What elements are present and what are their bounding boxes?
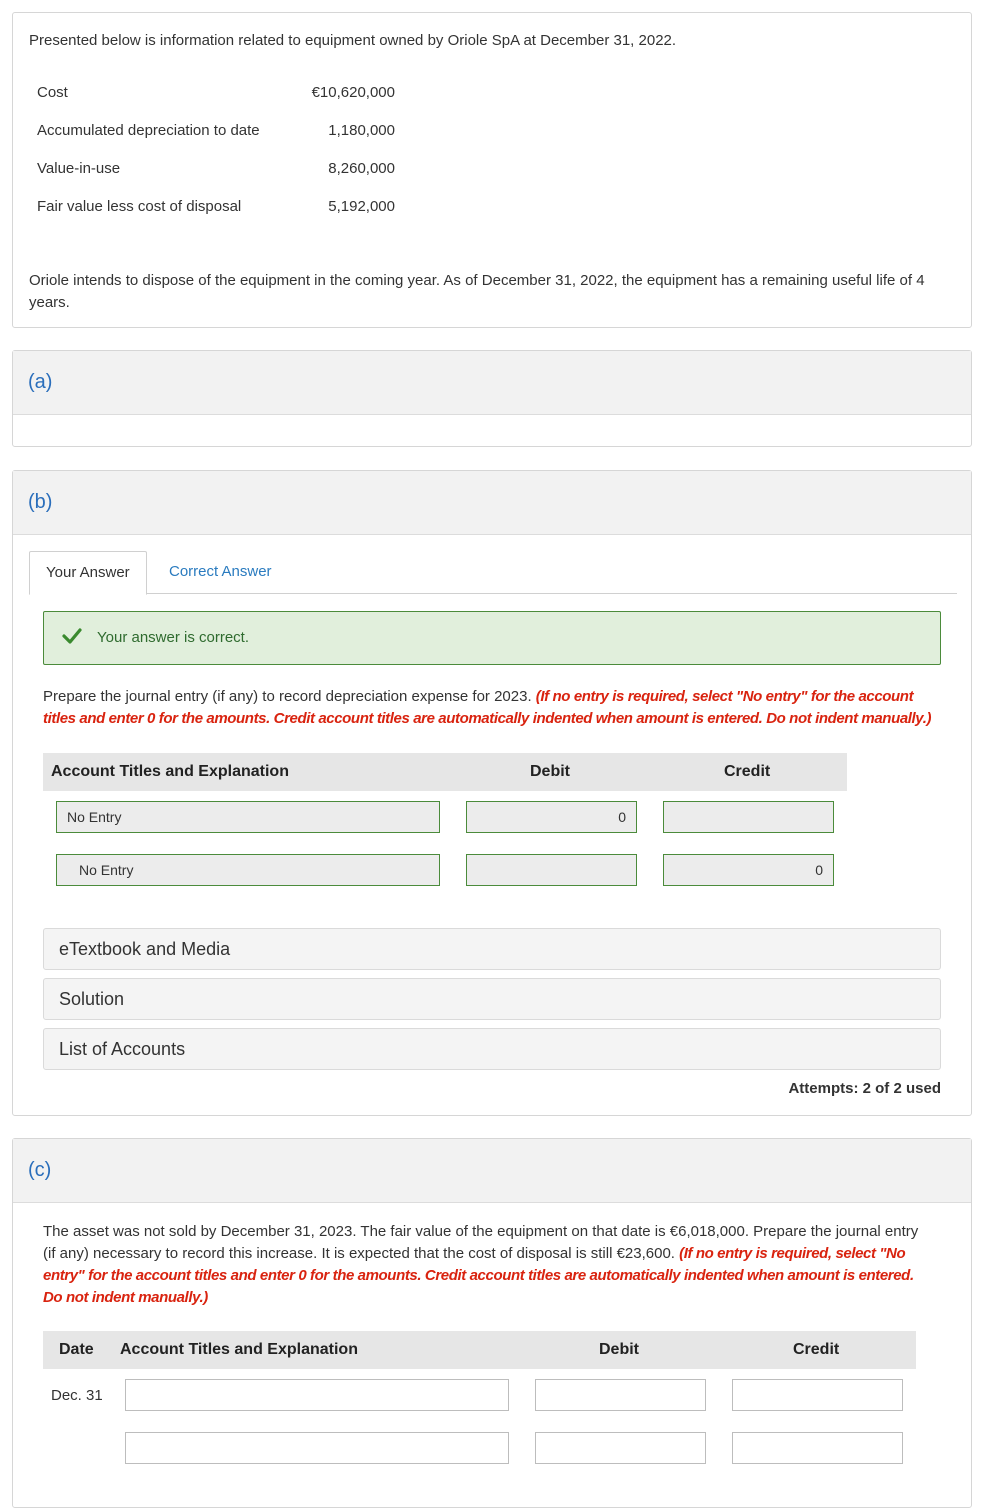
row2-account-select[interactable]: No Entry bbox=[56, 854, 440, 886]
part-c-header[interactable] bbox=[13, 1139, 971, 1203]
c-row1-credit-input[interactable] bbox=[732, 1379, 903, 1411]
row2-debit-input[interactable] bbox=[466, 854, 637, 886]
list-of-accounts-link[interactable]: List of Accounts bbox=[43, 1028, 941, 1070]
c-row2-credit-input[interactable] bbox=[732, 1432, 903, 1464]
tab-your-answer[interactable]: Your Answer bbox=[29, 551, 147, 595]
info-label-value-in-use: Value-in-use bbox=[37, 160, 121, 177]
part-c-instruction-text: The asset was not sold by December 31, 2023. The fair value of the equipment on that date is €6,018,000. Prepare the journal entry (if any) necessary to record this increase. It is expected that the cost of disposal is still €23,600. bbox=[43, 1223, 919, 1262]
feedback-box bbox=[43, 611, 941, 665]
part-c-panel bbox=[12, 1138, 972, 1508]
row2-credit-input[interactable]: 0 bbox=[663, 854, 834, 886]
part-b-header[interactable] bbox=[13, 471, 971, 535]
info-value-accumulated-depreciation: 1,180,000 bbox=[328, 122, 395, 139]
col-credit: Credit bbox=[724, 763, 771, 780]
c-row1-debit-input[interactable] bbox=[535, 1379, 706, 1411]
intro-panel bbox=[12, 12, 972, 328]
col-debit-c: Debit bbox=[599, 1341, 639, 1358]
row1-account-select[interactable]: No Entry bbox=[56, 801, 440, 833]
intro-note: Oriole intends to dispose of the equipment in the coming year. As of December 31, 2022, the equipment has a remaining useful life of 4 years. bbox=[29, 272, 925, 311]
part-c-instruction bbox=[43, 1221, 933, 1309]
check-icon bbox=[62, 626, 82, 646]
info-label-accumulated-depreciation: Accumulated depreciation to date bbox=[37, 122, 260, 139]
entry-date: Dec. 31 bbox=[51, 1387, 103, 1404]
feedback-text: Your answer is correct. bbox=[97, 629, 250, 646]
part-a-label: (a) bbox=[28, 371, 53, 393]
part-b-label: (b) bbox=[28, 491, 53, 513]
tab-correct-answer[interactable]: Correct Answer bbox=[169, 563, 272, 580]
part-c-instruction-note: (If no entry is required, select "No entry" for the account titles and enter 0 for the amounts. Credit account titles are automatically indented when amount is entered. Do not indent manually.) bbox=[43, 1245, 914, 1306]
info-value-fair-value: 5,192,000 bbox=[328, 198, 395, 215]
part-b-instruction-note: (If no entry is required, select "No entry" for the account titles and enter 0 for the amounts. Credit account titles are automatically indented when amount is entered. Do not indent manually.) bbox=[43, 688, 932, 727]
info-label-cost: Cost bbox=[37, 84, 68, 101]
c-row2-account-input[interactable] bbox=[125, 1432, 509, 1464]
part-b-instruction-text: Prepare the journal entry (if any) to record depreciation expense for 2023. bbox=[43, 688, 532, 705]
info-label-fair-value: Fair value less cost of disposal bbox=[37, 198, 242, 215]
part-c-label: (c) bbox=[28, 1159, 52, 1181]
col-account-titles-c: Account Titles and Explanation bbox=[120, 1341, 358, 1358]
col-debit: Debit bbox=[530, 763, 570, 780]
info-value-cost: €10,620,000 bbox=[311, 84, 395, 101]
answer-tabs bbox=[29, 551, 957, 594]
attempts-counter: Attempts: 2 of 2 used bbox=[788, 1080, 941, 1097]
col-account-titles: Account Titles and Explanation bbox=[51, 763, 289, 780]
row1-debit-input[interactable]: 0 bbox=[466, 801, 637, 833]
part-c-journal-header bbox=[43, 1331, 916, 1369]
col-credit-c: Credit bbox=[793, 1341, 840, 1358]
part-a-panel bbox=[12, 350, 972, 447]
intro-heading: Presented below is information related to equipment owned by Oriole SpA at December 31, 2022. bbox=[29, 32, 677, 49]
part-b-journal-header bbox=[43, 753, 847, 791]
row1-credit-input[interactable] bbox=[663, 801, 834, 833]
etextbook-link[interactable]: eTextbook and Media bbox=[43, 928, 941, 970]
info-value-value-in-use: 8,260,000 bbox=[328, 160, 395, 177]
solution-link[interactable]: Solution bbox=[43, 978, 941, 1020]
c-row2-debit-input[interactable] bbox=[535, 1432, 706, 1464]
col-date: Date bbox=[59, 1341, 94, 1358]
part-b-instruction bbox=[43, 686, 933, 730]
part-b-panel bbox=[12, 470, 972, 1116]
part-a-header[interactable] bbox=[13, 351, 971, 415]
c-row1-account-input[interactable] bbox=[125, 1379, 509, 1411]
